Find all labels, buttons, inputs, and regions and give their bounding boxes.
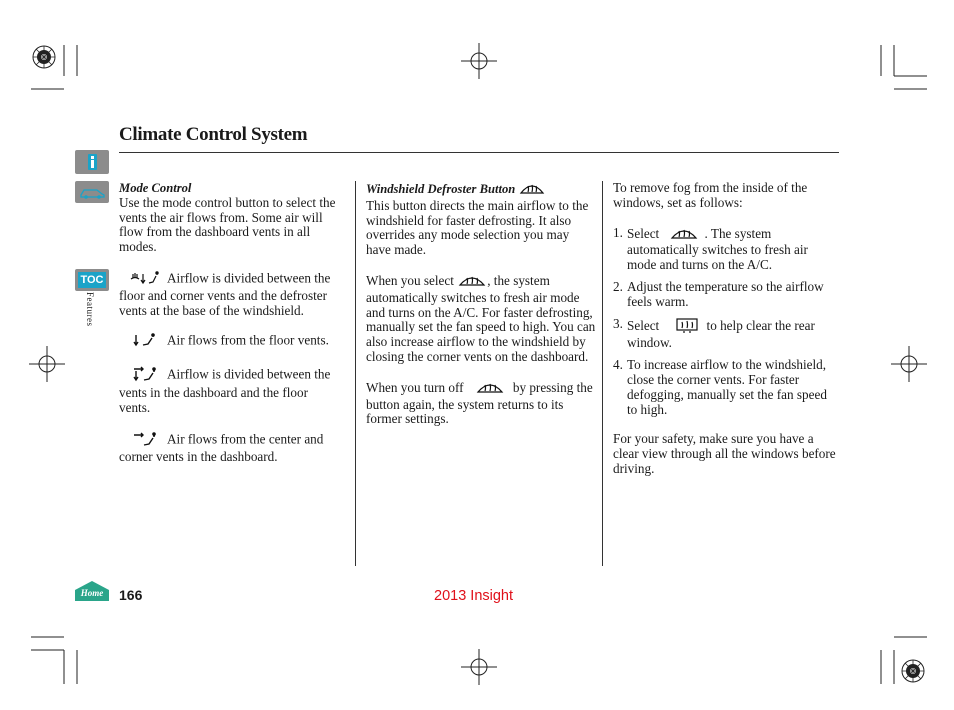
text-fragment: Select [627, 225, 660, 241]
toc-label: TOC [78, 272, 106, 288]
step-number: 1. [613, 224, 623, 240]
defroster-heading: Windshield Defroster Button [366, 181, 516, 196]
list-item [613, 317, 839, 352]
defroster-description: This button directs the main airflow to the windshield for faster defrosting. It also overrides any mode selection you may have made. [366, 197, 589, 258]
car-icon [75, 181, 109, 203]
bi-level-mode-icon [131, 365, 161, 386]
mode-item [119, 430, 339, 466]
mode-control-intro: Use the mode control button to select the vents the air flows from. Some air will flow from the dashboard vents in all modes. [119, 194, 336, 255]
column-mode-control [119, 181, 339, 465]
list-item [613, 280, 839, 310]
safety-note: For your safety, make sure you have a clear view through all the windows before driving. [613, 431, 836, 476]
climate-tab-button[interactable] [75, 181, 109, 203]
defroster-off-paragraph [366, 380, 596, 427]
mode-item [119, 332, 339, 351]
dashboard-mode-icon [131, 430, 161, 451]
mode-description: Air flows from the center and corner vents in the dashboard. [119, 431, 324, 465]
mode-item [119, 365, 339, 415]
home-label: Home [80, 588, 104, 598]
page-title: Climate Control System [119, 124, 308, 145]
text-fragment: When you select [366, 272, 454, 288]
mode-description: Air flows from the floor vents. [167, 332, 329, 348]
text-fragment: to help clear the rear window. [627, 317, 815, 351]
step-number: 3. [613, 315, 623, 331]
info-tab-button[interactable] [75, 150, 109, 174]
windshield-defrost-icon [457, 273, 487, 291]
text-fragment: , the system automatically switches to fresh air mode and turns on the A/C. For faster defrosting, manually set the fan speed to high. You can also increase airflow to the windshield by closing the corner vents on the dashboard. [366, 272, 596, 364]
text-fragment: . The system automatically switches to fresh air mode and turns on the A/C. [627, 225, 808, 273]
mode-description: Airflow is divided between the vents in the dashboard and the floor vents. [119, 366, 331, 415]
windshield-defrost-icon [475, 380, 505, 398]
column-divider-1 [355, 181, 356, 566]
list-item [613, 226, 839, 273]
mode-control-heading: Mode Control [119, 181, 192, 195]
floor-mode-icon [131, 332, 161, 351]
home-button[interactable] [74, 580, 110, 602]
floor-defrost-mode-icon [129, 270, 163, 289]
info-icon [75, 150, 109, 174]
windshield-defrost-icon [669, 226, 699, 244]
defroster-select-paragraph [366, 273, 596, 365]
title-rule [119, 152, 839, 153]
section-label-features: Features [85, 292, 95, 327]
mode-description: Airflow is divided between the floor and corner vents and the defroster vents at the base of the windshield. [119, 270, 331, 318]
list-item [613, 358, 839, 417]
text-fragment: by pressing the button again, the system returns to its former settings. [366, 379, 593, 427]
rear-defrost-icon [675, 317, 699, 337]
step-number: 2. [613, 278, 623, 294]
toc-button[interactable] [75, 269, 109, 291]
text-fragment: When you turn off [366, 379, 464, 395]
column-windshield-defroster [366, 181, 596, 427]
windshield-defrost-icon [519, 181, 545, 199]
mode-item [119, 270, 339, 318]
step-text: Adjust the temperature so the airflow feels warm. [627, 278, 824, 309]
defog-intro: To remove fog from the inside of the windows, set as follows: [613, 180, 808, 210]
column-defog-steps [613, 181, 839, 477]
footer-model-label: 2013 Insight [434, 588, 514, 604]
step-text: To increase airflow to the windshield, close the corner vents. For faster defogging, manually set the fan speed to high. [627, 357, 827, 417]
page-number: 166 [119, 587, 143, 603]
text-fragment: Select [627, 317, 660, 333]
step-number: 4. [613, 357, 623, 373]
column-divider-2 [602, 181, 603, 566]
